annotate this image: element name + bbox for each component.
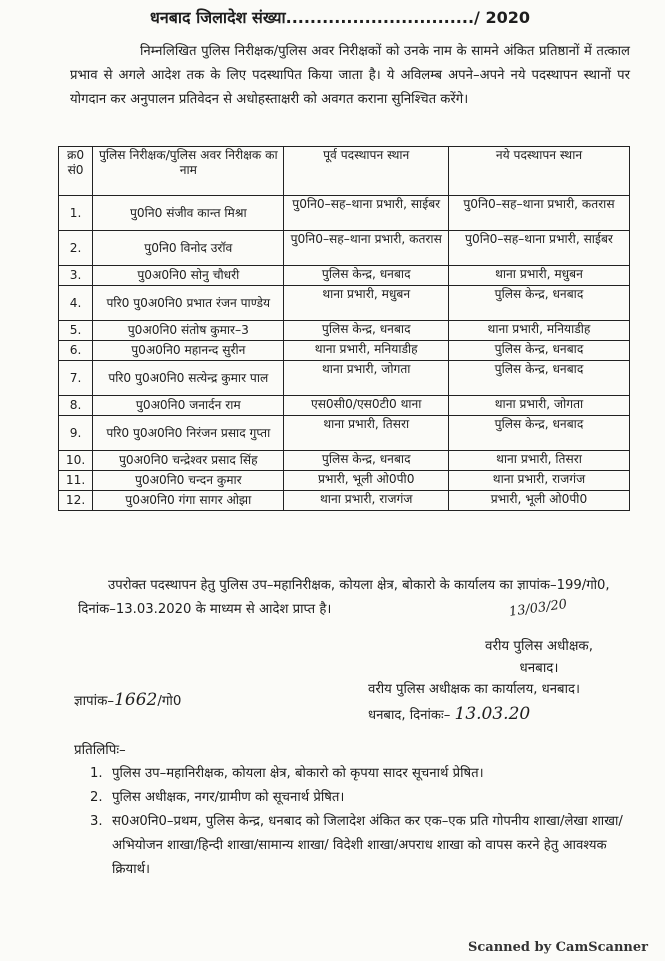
list-item-text: पुलिस अधीक्षक, नगर/ग्रामीण को सूचनार्थ प्रेषित। xyxy=(112,790,345,805)
new-posting-cell: पुलिस केन्द्र, धनबाद xyxy=(448,416,629,451)
order-reference-paragraph: उपरोक्त पदस्थापन हेतु पुलिस उप–महानिरीक्षक, कोयला क्षेत्र, बोकारो के कार्यालय का ज्ञापांक–199/गो0, दिनांक–13.03.2020 के माध्यम से आदेश प्राप्त है। xyxy=(78,578,610,617)
signature-block xyxy=(454,636,624,680)
new-posting-cell: पुलिस केन्द्र, धनबाद xyxy=(448,286,629,321)
table-row xyxy=(59,491,630,511)
list-item-number: 3. xyxy=(90,814,103,829)
new-posting-cell: पुलिस केन्द्र, धनबाद xyxy=(448,341,629,361)
previous-posting-cell: पुलिस केन्द्र, धनबाद xyxy=(284,266,448,286)
header-previous-posting: पूर्व पदस्थापन स्थान xyxy=(284,147,448,196)
memo-date-line xyxy=(368,702,580,728)
table-row xyxy=(59,361,630,396)
memo-suffix: /गो0 xyxy=(157,694,182,709)
serial-cell: 5. xyxy=(59,321,93,341)
name-cell: पु0अ0नि0 चन्दन कुमार xyxy=(93,471,284,491)
memo-number-line xyxy=(74,690,181,710)
previous-posting-cell: पु0नि0–सह–थाना प्रभारी, साईबर xyxy=(284,196,448,231)
table-row xyxy=(59,196,630,231)
order-year: 2020 xyxy=(485,8,530,27)
copy-list xyxy=(80,762,635,882)
list-item-number: 1. xyxy=(90,766,103,781)
new-posting-cell: थाना प्रभारी, तिसरा xyxy=(448,451,629,471)
serial-cell: 10. xyxy=(59,451,93,471)
table-row xyxy=(59,416,630,451)
table-row xyxy=(59,341,630,361)
scanner-watermark: Scanned by CamScanner xyxy=(468,940,648,955)
new-posting-cell: थाना प्रभारी, राजगंज xyxy=(448,471,629,491)
name-cell: पु0नि0 संजीव कान्त मिश्रा xyxy=(93,196,284,231)
signatory-designation: वरीय पुलिस अधीक्षक, xyxy=(485,639,593,654)
memo-date-label: धनबाद, दिनांकः– xyxy=(368,708,451,723)
name-cell: पु0नि0 विनोद उरॉव xyxy=(93,231,284,266)
name-cell: पु0अ0नि0 महानन्द सुरीन xyxy=(93,341,284,361)
table-row xyxy=(59,451,630,471)
name-cell: परि0 पु0अ0नि0 निरंजन प्रसाद गुप्ता xyxy=(93,416,284,451)
name-cell: पु0अ0नि0 जनार्दन राम xyxy=(93,396,284,416)
previous-posting-cell: थाना प्रभारी, राजगंज xyxy=(284,491,448,511)
previous-posting-cell: थाना प्रभारी, जोगता xyxy=(284,361,448,396)
copy-heading: प्रतिलिपिः– xyxy=(74,743,126,758)
serial-cell: 7. xyxy=(59,361,93,396)
serial-cell: 9. xyxy=(59,416,93,451)
name-cell: पु0अ0नि0 संतोष कुमार–3 xyxy=(93,321,284,341)
previous-posting-cell: एस0सी0/एस0टी0 थाना xyxy=(284,396,448,416)
new-posting-cell: थाना प्रभारी, जोगता xyxy=(448,396,629,416)
serial-cell: 12. xyxy=(59,491,93,511)
signatory-place: धनबाद। xyxy=(519,661,559,676)
header-new-posting: नये पदस्थापन स्थान xyxy=(448,147,629,196)
list-item xyxy=(80,762,635,786)
header-serial: क्र0 सं0 xyxy=(59,147,93,196)
header-name: पुलिस निरीक्षक/पुलिस अवर निरीक्षक का नाम xyxy=(93,147,284,196)
signature-initials: 13/03/20 xyxy=(508,596,569,620)
table-row xyxy=(59,321,630,341)
table-row xyxy=(59,286,630,321)
name-cell: परि0 पु0अ0नि0 सत्येन्द्र कुमार पाल xyxy=(93,361,284,396)
postings-table xyxy=(58,146,630,511)
previous-posting-cell: पु0नि0–सह–थाना प्रभारी, कतरास xyxy=(284,231,448,266)
serial-cell: 11. xyxy=(59,471,93,491)
serial-cell: 2. xyxy=(59,231,93,266)
list-item-text: पुलिस उप–महानिरीक्षक, कोयला क्षेत्र, बोकारो को कृपया सादर सूचनार्थ प्रेषित। xyxy=(112,766,484,781)
table-row xyxy=(59,396,630,416)
new-posting-cell: थाना प्रभारी, मधुबन xyxy=(448,266,629,286)
serial-cell: 4. xyxy=(59,286,93,321)
serial-cell: 6. xyxy=(59,341,93,361)
order-number-line: धनबाद जिलादेश संख्या.............................../ xyxy=(150,8,480,27)
previous-posting-cell: पुलिस केन्द्र, धनबाद xyxy=(284,321,448,341)
serial-cell: 1. xyxy=(59,196,93,231)
previous-posting-cell: पुलिस केन्द्र, धनबाद xyxy=(284,451,448,471)
office-block xyxy=(368,678,580,728)
list-item-number: 2. xyxy=(90,790,103,805)
name-cell: पु0अ0नि0 गंगा सागर ओझा xyxy=(93,491,284,511)
new-posting-cell: प्रभारी, भूली ओ0पी0 xyxy=(448,491,629,511)
serial-cell: 8. xyxy=(59,396,93,416)
previous-posting-cell: थाना प्रभारी, मधुबन xyxy=(284,286,448,321)
new-posting-cell: पु0नि0–सह–थाना प्रभारी, कतरास xyxy=(448,196,629,231)
list-item-text: स0अ0नि0–प्रथम, पुलिस केन्द्र, धनबाद को जिलादेश अंकित कर एक–एक प्रति गोपनीय शाखा/लेखा शाखा/अभियोजन शाखा/हिन्दी शाखा/सामान्य शाखा/ विदेशी शाखा/अपराध शाखा को वापस करने हेतु आवश्यक क्रियार्थ। xyxy=(112,814,623,877)
office-name: वरीय पुलिस अधीक्षक का कार्यालय, धनबाद। xyxy=(368,682,581,697)
table-header-row xyxy=(59,147,630,196)
list-item xyxy=(80,786,635,810)
name-cell: पु0अ0नि0 चन्द्रेश्वर प्रसाद सिंह xyxy=(93,451,284,471)
previous-posting-cell: थाना प्रभारी, मनियाडीह xyxy=(284,341,448,361)
name-cell: परि0 पु0अ0नि0 प्रभात रंजन पाण्डेय xyxy=(93,286,284,321)
new-posting-cell: पुलिस केन्द्र, धनबाद xyxy=(448,361,629,396)
previous-posting-cell: थाना प्रभारी, तिसरा xyxy=(284,416,448,451)
intro-paragraph: निम्नलिखित पुलिस निरीक्षक/पुलिस अवर निरीक्षकों को उनके नाम के सामने अंकित प्रतिष्ठानों में तत्काल प्रभाव से अगले आदेश तक के लिए पदस्थापित किया जाता है। ये अविलम्ब अपने–अपने नये पदस्थापन स्थानों पर योगदान कर अनुपालन प्रतिवेदन से अधोहस्ताक्षरी को अवगत कराना सुनिश्चित करेंगे। xyxy=(70,44,630,107)
memo-date: 13.03.20 xyxy=(454,704,531,724)
page-title xyxy=(150,6,530,28)
table-row xyxy=(59,471,630,491)
list-item xyxy=(80,810,635,882)
memo-number: 1662 xyxy=(114,690,158,710)
previous-posting-cell: प्रभारी, भूली ओ0पी0 xyxy=(284,471,448,491)
serial-cell: 3. xyxy=(59,266,93,286)
table-row xyxy=(59,231,630,266)
new-posting-cell: थाना प्रभारी, मनियाडीह xyxy=(448,321,629,341)
table-row xyxy=(59,266,630,286)
new-posting-cell: पु0नि0–सह–थाना प्रभारी, साईबर xyxy=(448,231,629,266)
memo-prefix: ज्ञापांक– xyxy=(74,694,115,709)
name-cell: पु0अ0नि0 सोनु चौधरी xyxy=(93,266,284,286)
